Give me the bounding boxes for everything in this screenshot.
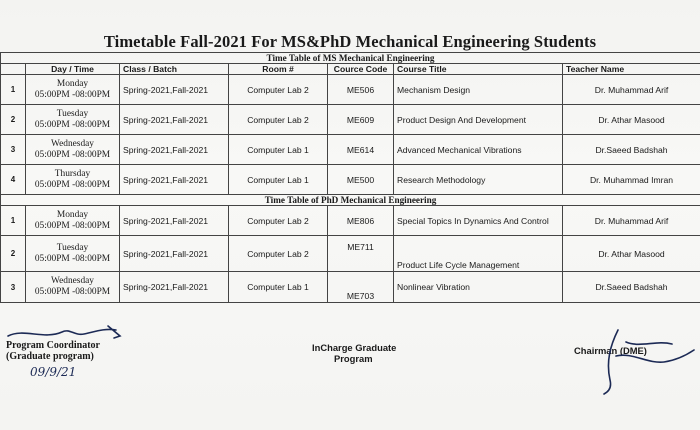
serial-number: 2 bbox=[1, 236, 26, 272]
chairman-signature-scribble bbox=[596, 322, 698, 397]
header-course-code: Cource Code bbox=[328, 64, 394, 75]
day-time-cell bbox=[26, 165, 120, 195]
batch-cell: Spring-2021,Fall-2021 bbox=[120, 206, 229, 236]
serial-number: 2 bbox=[1, 105, 26, 135]
table-row bbox=[1, 135, 700, 165]
incharge-graduate-label bbox=[312, 342, 396, 364]
time-label: 05:00PM -08:00PM bbox=[34, 119, 111, 130]
room-cell: Computer Lab 1 bbox=[229, 165, 328, 195]
table-row bbox=[1, 272, 700, 303]
table-row bbox=[1, 165, 700, 195]
serial-number: 3 bbox=[1, 272, 26, 303]
time-label: 05:00PM -08:00PM bbox=[34, 89, 111, 100]
batch-cell: Spring-2021,Fall-2021 bbox=[120, 75, 229, 105]
day-label: Thursday bbox=[54, 168, 91, 179]
day-label: Wednesday bbox=[51, 138, 94, 149]
batch-cell: Spring-2021,Fall-2021 bbox=[120, 236, 229, 272]
serial-number: 4 bbox=[1, 165, 26, 195]
room-cell: Computer Lab 1 bbox=[229, 272, 328, 303]
teacher-cell: Dr. Muhammad Arif bbox=[563, 206, 700, 236]
chairman-label: Chairman (DME) bbox=[574, 345, 647, 356]
table-row bbox=[1, 105, 700, 135]
room-cell: Computer Lab 1 bbox=[229, 135, 328, 165]
teacher-cell: Dr. Muhammad Imran bbox=[563, 165, 700, 195]
serial-number: 3 bbox=[1, 135, 26, 165]
incharge-line1: InCharge Graduate bbox=[312, 342, 397, 353]
day-time-cell bbox=[26, 135, 120, 165]
time-label: 05:00PM -08:00PM bbox=[34, 149, 111, 160]
header-room: Room # bbox=[229, 64, 328, 75]
teacher-cell: Dr. Muhammad Arif bbox=[563, 75, 700, 105]
table-row bbox=[1, 75, 700, 105]
room-cell: Computer Lab 2 bbox=[229, 105, 328, 135]
header-class-batch: Class / Batch bbox=[120, 64, 229, 75]
day-label: Monday bbox=[56, 209, 89, 220]
header-row bbox=[1, 64, 700, 75]
teacher-cell: Dr. Athar Masood bbox=[563, 105, 700, 135]
ms-section-title: Time Table of MS Mechanical Engineering bbox=[1, 53, 700, 64]
day-label: Tuesday bbox=[56, 242, 89, 253]
day-label: Monday bbox=[56, 78, 89, 89]
room-cell: Computer Lab 2 bbox=[229, 75, 328, 105]
coordinator-subtitle: (Graduate program) bbox=[6, 351, 94, 362]
time-label: 05:00PM -08:00PM bbox=[34, 253, 111, 264]
header-course-title: Course Title bbox=[394, 64, 563, 75]
course-code-cell: ME500 bbox=[328, 165, 394, 195]
batch-cell: Spring-2021,Fall-2021 bbox=[120, 105, 229, 135]
course-title-cell: Mechanism Design bbox=[394, 75, 563, 105]
page-title: Timetable Fall-2021 For MS&PhD Mechanical Engineering Students bbox=[103, 32, 597, 51]
course-code-cell: ME711 bbox=[328, 236, 394, 272]
course-title-cell: Advanced Mechanical Vibrations bbox=[394, 135, 563, 165]
time-label: 05:00PM -08:00PM bbox=[34, 220, 111, 231]
day-label: Tuesday bbox=[56, 108, 89, 119]
batch-cell: Spring-2021,Fall-2021 bbox=[120, 165, 229, 195]
time-label: 05:00PM -08:00PM bbox=[34, 287, 111, 297]
coordinator-title: Program Coordinator bbox=[6, 340, 100, 351]
room-cell: Computer Lab 2 bbox=[229, 206, 328, 236]
incharge-line2: Program bbox=[334, 353, 373, 364]
ms-section-row bbox=[1, 53, 700, 64]
course-title-cell: Research Methodology bbox=[394, 165, 563, 195]
day-time-cell bbox=[26, 236, 120, 272]
header-teacher: Teacher Name bbox=[563, 64, 700, 75]
day-label: Wednesday bbox=[51, 276, 94, 286]
day-time-cell bbox=[26, 75, 120, 105]
teacher-cell: Dr.Saeed Badshah bbox=[563, 272, 700, 303]
course-code-cell: ME614 bbox=[328, 135, 394, 165]
program-coordinator-label bbox=[6, 340, 100, 362]
phd-section-row bbox=[1, 195, 700, 206]
timetable bbox=[0, 52, 700, 303]
header-sno bbox=[1, 64, 26, 75]
serial-number: 1 bbox=[1, 75, 26, 105]
day-time-cell bbox=[26, 272, 120, 303]
serial-number: 1 bbox=[1, 206, 26, 236]
course-code-cell: ME806 bbox=[328, 206, 394, 236]
batch-cell: Spring-2021,Fall-2021 bbox=[120, 272, 229, 303]
batch-cell: Spring-2021,Fall-2021 bbox=[120, 135, 229, 165]
teacher-cell: Dr. Athar Masood bbox=[563, 236, 700, 272]
day-time-cell bbox=[26, 206, 120, 236]
table-row bbox=[1, 236, 700, 272]
course-code-cell: ME703 bbox=[328, 272, 394, 303]
phd-section-title: Time Table of PhD Mechanical Engineering bbox=[1, 195, 700, 206]
teacher-cell: Dr.Saeed Badshah bbox=[563, 135, 700, 165]
room-cell: Computer Lab 2 bbox=[229, 236, 328, 272]
header-day-time: Day / Time bbox=[26, 64, 120, 75]
handwritten-date: 09/9/21 bbox=[30, 365, 77, 379]
course-title-cell: Product Design And Development bbox=[394, 105, 563, 135]
time-label: 05:00PM -08:00PM bbox=[34, 179, 111, 190]
course-code-cell: ME609 bbox=[328, 105, 394, 135]
course-title-cell: Product Life Cycle Management bbox=[394, 236, 563, 272]
course-code-cell: ME506 bbox=[328, 75, 394, 105]
table-row bbox=[1, 206, 700, 236]
course-title-cell: Nonlinear Vibration bbox=[394, 272, 563, 303]
day-time-cell bbox=[26, 105, 120, 135]
course-title-cell: Special Topics In Dynamics And Control bbox=[394, 206, 563, 236]
